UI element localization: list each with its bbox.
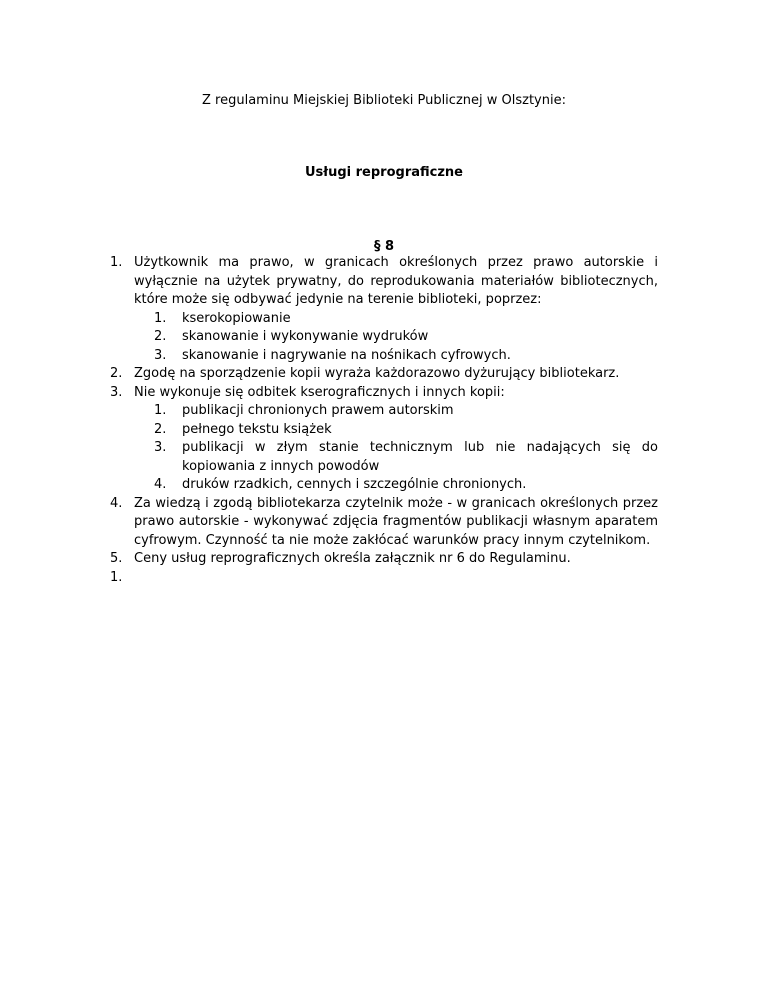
list-item-3 bbox=[110, 384, 658, 495]
sub-item bbox=[154, 476, 658, 495]
item-number: 3. bbox=[110, 384, 123, 400]
section-heading: § 8 bbox=[373, 239, 395, 254]
item-text: Użytkownik ma prawo, w granicach określonych przez prawo autorskie i wyłącznie na użytek prywatny, do reprodukowania materiałów bibliotecznych, które może się odbywać jedynie na terenie biblioteki, poprzez: bbox=[134, 255, 658, 307]
item-text: Zgodę na sporządzenie kopii wyraża każdorazowo dyżurujący bibliotekarz. bbox=[134, 366, 620, 381]
sub-list bbox=[154, 310, 658, 366]
sub-item-text: publikacji chronionych prawem autorskim bbox=[182, 403, 454, 418]
item-text: Ceny usług reprograficznych określa załącznik nr 6 do Regulaminu. bbox=[134, 551, 571, 566]
sub-item-number: 2. bbox=[154, 421, 167, 437]
item-text: Za wiedzą i zgodą bibliotekarza czytelnik może - w granicach określonych przez prawo autorskie - wykonywać zdjęcia fragmentów publikacji własnym aparatem cyfrowym. Czynność ta nie może zakłócać warunków pracy innym czytelnikom. bbox=[134, 495, 658, 548]
sub-item bbox=[154, 328, 658, 347]
sub-item-text: publikacji w złym stanie technicznym lub nie nadających się do kopiowania z innych powodów bbox=[182, 440, 658, 474]
item-number: 2. bbox=[110, 366, 123, 381]
sub-item bbox=[154, 310, 658, 329]
item-number: 1. bbox=[110, 255, 123, 270]
sub-item-number: 3. bbox=[154, 440, 167, 455]
sub-item-number: 1. bbox=[154, 310, 167, 326]
sub-item-number: 3. bbox=[154, 347, 167, 363]
item-number: 1. bbox=[110, 569, 123, 585]
list-item-empty bbox=[110, 569, 658, 588]
page-title: Usługi reprograficzne bbox=[304, 165, 463, 180]
sub-item bbox=[154, 421, 658, 440]
list-item-1 bbox=[110, 254, 658, 365]
intro-line: Z regulaminu Miejskiej Biblioteki Publicznej w Olsztynie: bbox=[202, 93, 566, 108]
list-item-2 bbox=[110, 365, 658, 384]
sub-item bbox=[154, 347, 658, 366]
sub-item-text: skanowanie i nagrywanie na nośnikach cyfrowych. bbox=[182, 347, 511, 363]
item-number: 4. bbox=[110, 495, 123, 511]
item-text: Nie wykonuje się odbitek kserograficznych i innych kopii: bbox=[134, 384, 505, 400]
list-item-4 bbox=[110, 495, 658, 551]
sub-item-number: 1. bbox=[154, 403, 167, 418]
sub-item-number: 2. bbox=[154, 329, 167, 344]
regulation-list bbox=[110, 254, 658, 587]
item-text bbox=[134, 569, 658, 588]
item-number: 5. bbox=[110, 551, 123, 566]
list-item-5 bbox=[110, 550, 658, 569]
sub-item-number: 4. bbox=[154, 477, 167, 492]
sub-list bbox=[154, 402, 658, 495]
sub-item-text: kserokopiowanie bbox=[182, 310, 291, 326]
sub-item-text: druków rzadkich, cennych i szczególnie chronionych. bbox=[182, 477, 527, 492]
sub-item-text: pełnego tekstu książek bbox=[182, 421, 332, 437]
sub-item-text: skanowanie i wykonywanie wydruków bbox=[182, 329, 429, 344]
sub-item bbox=[154, 439, 658, 476]
sub-item bbox=[154, 402, 658, 421]
